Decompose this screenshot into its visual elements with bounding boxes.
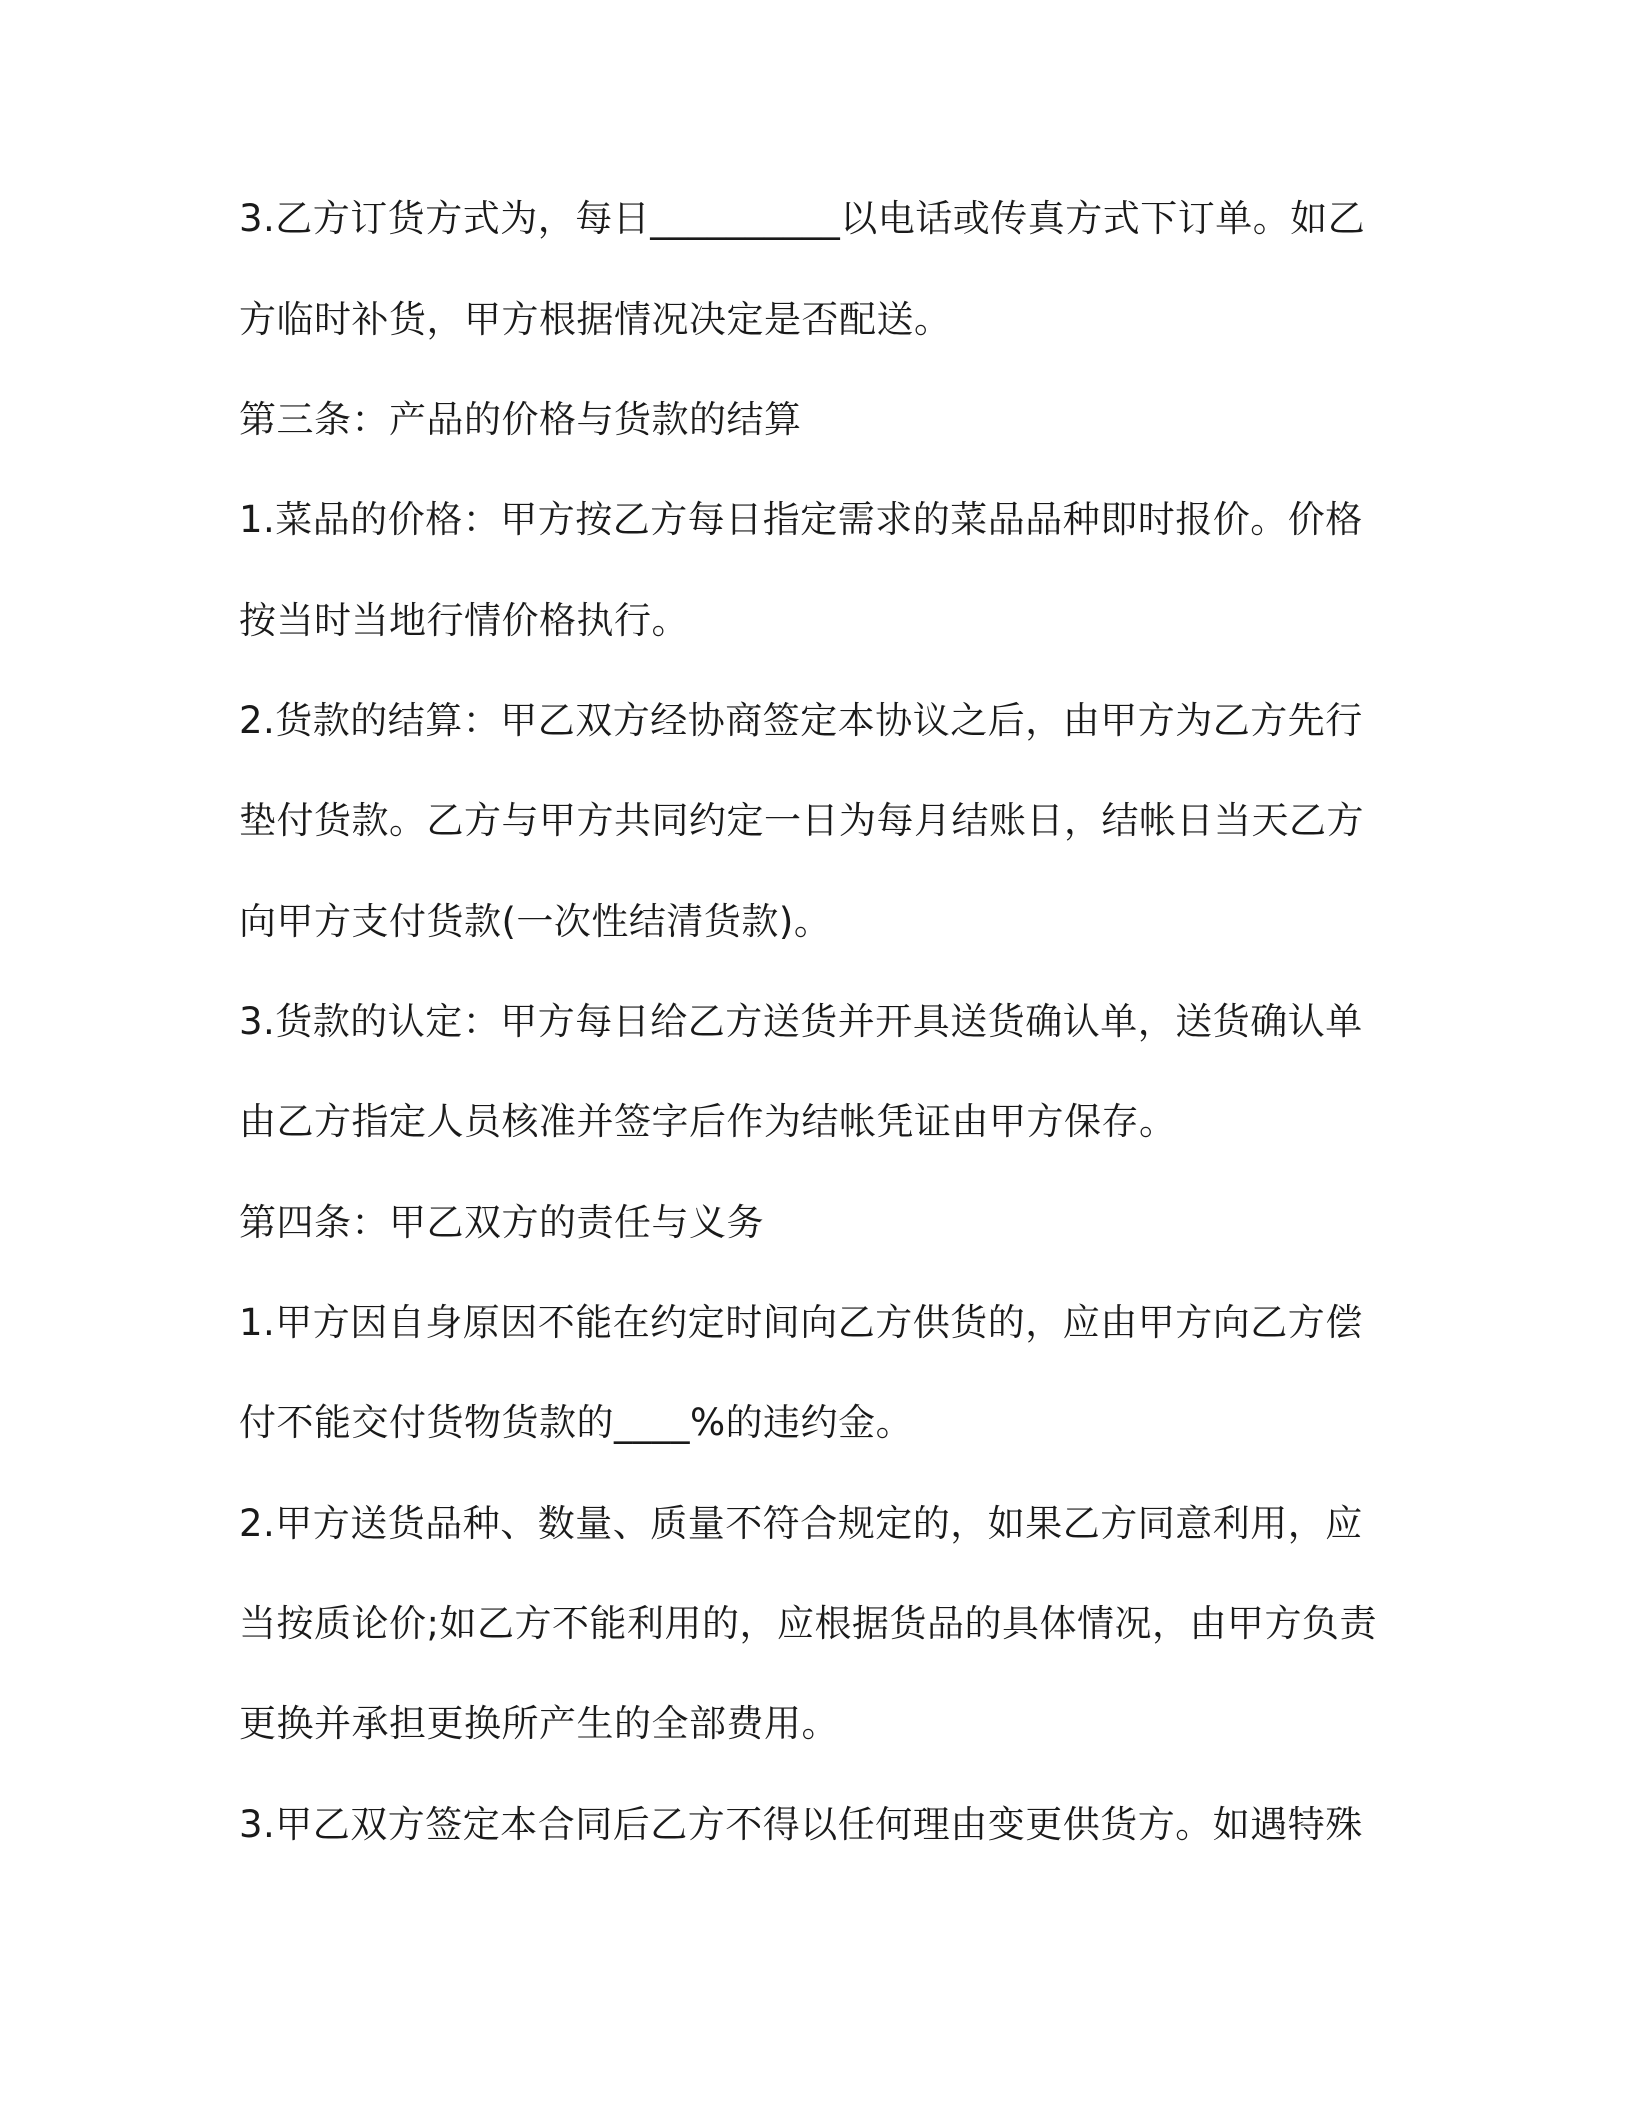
clause-4-3-line-1: 3.甲乙双方签定本合同后乙方不得以任何理由变更供货方。如遇特殊	[239, 1803, 1363, 1846]
clause-3-2-line-2: 垫付货款。乙方与甲方共同约定一日为每月结账日，结帐日当天乙方	[239, 799, 1364, 842]
clause-3-3-line-1: 3.货款的认定：甲方每日给乙方送货并开具送货确认单，送货确认单	[239, 1000, 1363, 1043]
clause-2-3-line-1: 3.乙方订货方式为，每日__________以电话或传真方式下订单。如乙	[239, 197, 1366, 240]
clause-4-2-line-1: 2.甲方送货品种、数量、质量不符合规定的，如果乙方同意利用，应	[239, 1502, 1363, 1545]
article-3-heading: 第三条：产品的价格与货款的结算	[239, 398, 802, 441]
clause-3-2-line-1: 2.货款的结算：甲乙双方经协商签定本协议之后，由甲方为乙方先行	[239, 699, 1363, 742]
clause-4-2-line-2: 当按质论价;如乙方不能利用的，应根据货品的具体情况，由甲方负责	[239, 1602, 1377, 1645]
clause-3-1-line-2: 按当时当地行情价格执行。	[239, 599, 689, 642]
clause-2-3-line-2: 方临时补货，甲方根据情况决定是否配送。	[239, 298, 952, 341]
article-4-heading: 第四条：甲乙双方的责任与义务	[239, 1201, 764, 1244]
clause-3-2-line-3: 向甲方支付货款(一次性结清货款)。	[239, 900, 832, 943]
clause-4-2-line-3: 更换并承担更换所产生的全部费用。	[239, 1702, 839, 1745]
clause-4-1-line-2: 付不能交付货物货款的____%的违约金。	[239, 1401, 914, 1444]
clause-3-1-line-1: 1.菜品的价格：甲方按乙方每日指定需求的菜品品种即时报价。价格	[239, 498, 1363, 541]
clause-3-3-line-2: 由乙方指定人员核准并签字后作为结帐凭证由甲方保存。	[239, 1100, 1177, 1143]
clause-4-1-line-1: 1.甲方因自身原因不能在约定时间向乙方供货的，应由甲方向乙方偿	[239, 1301, 1363, 1344]
